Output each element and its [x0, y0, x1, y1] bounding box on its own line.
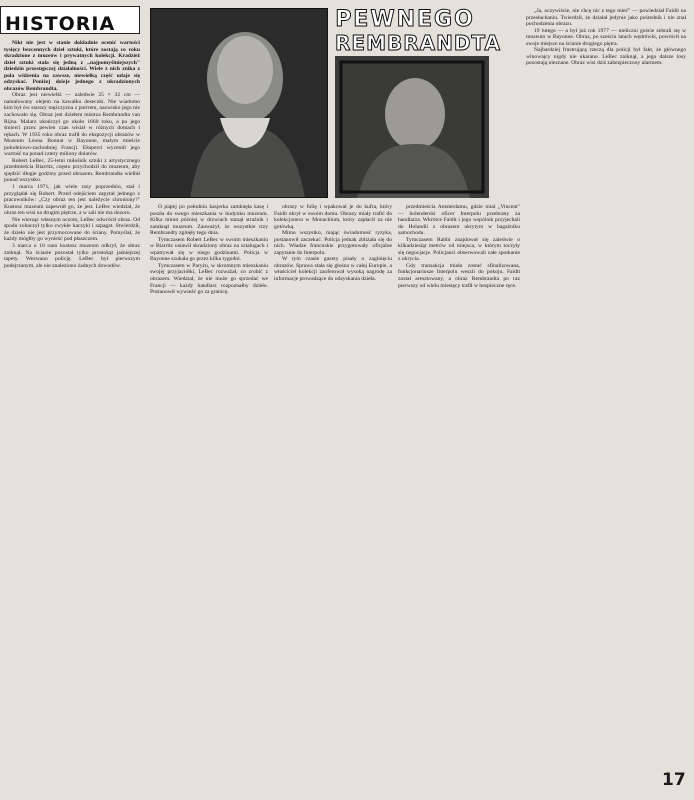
rembrandt-portrait-photo [150, 8, 328, 198]
col1-paragraph-3: 3 marca o 10 rano kustosz muzeum odkrył, że obraz zniknął. Na ścianie pozostał tylko prostokąt jaśniejszej tapety. Wezwano policję. LeBec był pierwszym podejrzanym, ale nie znaleziono żadnych dowodów. [4, 242, 140, 269]
intro-lead: Nikt nie jest w stanie dokładnie ocenić wartości tysięcy bezcennych dzieł sztuki, które zostają co roku skradzione z muzeów i prywatnych kolekcji. Kradzież dzieł sztuki stała się jedną z „najpomyślniejszych" dziedzin przestępczej działalności. Wiele z nich znika z pola widzenia na zawsze, niewielką część udaje się odzyskać. Poniżej dzieje jednego z ukradzionych obrazów Rembrandta. [4, 40, 140, 92]
section-banner [0, 6, 140, 34]
col1-paragraph-1: 1 marca 1971, jak wiele razy poprzednio, stał i przyglądał się Robert. Przed odejściem zapytał jednego z pracowników: „Czy obraz ten jest należycie chroniony?" Kustosz muzeum zapewnił go, że jest. LeBec wiedział, że obraz ten wisi na drugim piętrze, a w sali nie ma dozoru. [4, 184, 140, 217]
article-column-1 [4, 40, 140, 780]
section-label: HISTORIA [5, 13, 116, 35]
portrait-illustration [150, 8, 328, 198]
article-column-3 [274, 204, 392, 774]
col2-paragraph-2: Tymczasem Robert LeBec w swoim mieszkaniu w Biarritz ustawił skradziony obraz na sztalugach i wpatrywał się w niego godzinami. Policja w Bayonne szukała go przez kilka tygodni. [150, 236, 268, 263]
painting-illustration [335, 56, 489, 198]
col4-paragraph-2: Tymczasem Rabbi znajdował się zaledwie o kilkadziesiąt metrów od miejsca, w którym toczyły się negocjacje. Policjanci obserwowali całe spotkanie z ukrycia. [398, 236, 520, 263]
headline-line1: PEWNEGO [335, 7, 475, 32]
article-headline [335, 7, 501, 55]
article-column-5 [526, 8, 686, 758]
col1-paragraph-2: Nie wierząc własnym oczom, LeBec odwrócił obraz. Od spodu zobaczył tylko zwykłe haczyki i szpagat. Stwierdził, że dzieło nie jest przymocowane do ściany. Pomyślał, że każdy mógłby go wynieść pod płaszczem. [4, 216, 140, 243]
intro-paragraph-2: Robert LeBec, 25-letni miłośnik sztuki z artystycznego przedmieścia Biarritz, często przychodził do muzeum, aby spędzić długie godziny przed obrazem. Rembrandta wielbił ponad wszystko. [4, 157, 140, 184]
col2-paragraph-1: O piątej po południu kasjerka zamknęła kasę i poszła do swego mieszkania w budynku muzeum. Kilka minut później w drzwiach stanął strażnik i zamknął muzeum. Zauważył, że wszystkie trzy Rembrandty zginęły tego dnia. [150, 204, 268, 237]
stolen-painting-photo [335, 56, 489, 198]
col4-paragraph-1: przedmieścia Amsterdamu, gdzie miał „Vincent" — holenderski oficer Interpolu przebrany za handlarza. Wkrótce Faidit i jego wspólnik przyjechali do Holandii z obrazem ukrytym w bagażniku samochodu. [398, 204, 520, 237]
col5-paragraph-3: Najbardziej frustrującą rzeczą dla policji był fakt, że głównego winowajcy nigdy nie ukarano. LeBec zniknął, a jego dalsze losy pozostają nieznane. Obraz wisi dziś zabezpieczony alarmem. [526, 47, 686, 67]
col3-paragraph-1: obrazy w folię i wpakował je do kufra, który Faidit ukrył w swoim domu. Obrazy miały trafić do kolekcjonera w Monachium, który zapłacił za nie gotówką. [274, 204, 392, 230]
intro-paragraph-1: Obraz jest niewielki — zaledwie 25 × 32 cm — namalowany olejem na kawałku deseczki. Nie wiadomo kim był ów starszy mężczyzna z portretu, nazwisko jego nie zachowało się. Obraz jest dziełem mistrza Rembrandta van Rijna. Malarz ukończył go około 1660 roku, a po jego śmierci przez pewien czas wisiał w różnych domach i rękach. W 1935 roku obraz trafił do ekspozycji obrazów w Muzeum Léona Bonnat w Bayonne, małym mieście południowo-zachodniej Francji. Eksperci wycenili jego wartość na ponad cztery miliony dolarów. [4, 92, 140, 158]
col3-paragraph-3: W tym czasie gazety pisały o zaginięciu obrazów. Sprawa stała się głośna w całej Europie, a właściciel kolekcji zaoferował wysoką nagrodę za informacje prowadzące do odzyskania dzieła. [274, 256, 392, 283]
article-column-2 [150, 204, 268, 774]
col3-paragraph-2: Mimo wszystko, mając świadomość ryzyka, postanowił zaczekać. Policja jednak zbliżała się do nich. Władze francuskie przygotowały oficjalne zapytanie do Interpolu. [274, 230, 392, 256]
headline-line2: REMBRANDTA [335, 31, 501, 55]
col2-paragraph-3: Tymczasem w Paryżu, w skromnym mieszkaniu swojej przyjaciółki, LeBec rozważał, co zrobić z obrazem. Wiedział, że nie może go sprzedać we Francji — każdy handlarz rozpoznałby dzieło. Postanowił wywieźć go za granicę. [150, 262, 268, 296]
col4-paragraph-3: Gdy transakcja miała zostać sfinalizowana, funkcjonariusze Interpolu weszli do pokoju. Faidit został aresztowany, a obraz Rembrandta po raz pierwszy od wielu miesięcy trafił w bezpieczne ręce. [398, 262, 520, 289]
col5-paragraph-2: 19 lutego — a był już rok 1977 — nieliczni goście zebrali się w muzeum w Bayonne. Obraz, po sześciu latach wędrówki, powrócił na swoje miejsce na ścianie drugiego piętra. [526, 27, 686, 47]
article-column-4 [398, 204, 520, 774]
col5-paragraph-1: „Ja, oczywiście, nie chcę nic z tego mieć" — powiedział Faidit na przesłuchaniu. Twierdził, że działał jedynie jako pośrednik i nie znał pochodzenia obrazu. [526, 8, 686, 28]
page-number: 17 [662, 770, 686, 790]
